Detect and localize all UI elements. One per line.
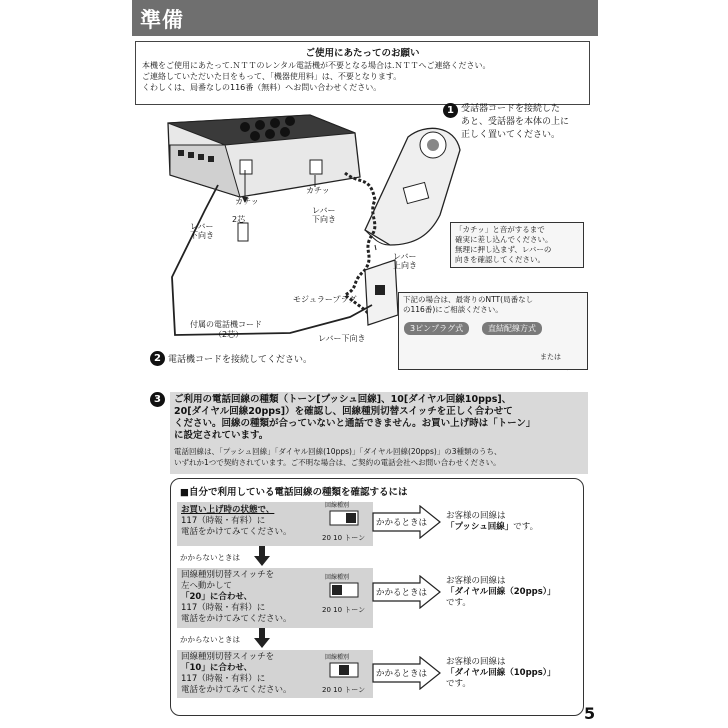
step3-note-line: いずれか1つで契約されています。ご不明な場合は、ご契約の電話会社へお問い合わせください。 bbox=[174, 458, 501, 467]
label-line: 下向き bbox=[190, 231, 214, 240]
label-line: レバー bbox=[190, 222, 214, 231]
result-suffix: です。 bbox=[513, 522, 539, 532]
connect-label: かかるときは bbox=[376, 518, 428, 528]
step3-line: ください。回線の種類が合っていないと通話できません。お買い上げ時は「トーン」 bbox=[174, 418, 536, 429]
switch-label: 回線種別 bbox=[325, 574, 350, 581]
lever-down-mid-label bbox=[312, 206, 336, 224]
notice-line: ご連絡していただいた日をもって、「機器使用料」は、不要となります。 bbox=[142, 72, 402, 81]
result-value: 「ダイヤル回線（10pps）」 bbox=[446, 668, 556, 678]
notice-line: くわしくは、局番なしの116番（無料）へお問い合わせください。 bbox=[142, 83, 382, 92]
page-number: 5 bbox=[584, 704, 596, 723]
step2-text: 電話機コードを接続してください。 bbox=[168, 355, 313, 365]
callout-line: 無理に押し込まず、レバーの bbox=[455, 245, 552, 254]
no-connect-label-2: かからないときは bbox=[180, 635, 240, 644]
callout-line: 下記の場合は、最寄りのNTT(局番なし bbox=[403, 295, 534, 304]
line-switch-tone-icon bbox=[324, 508, 364, 530]
label-line: （2芯） bbox=[214, 330, 244, 339]
modular-plug-label: モジュラープラグ bbox=[293, 295, 357, 304]
label-line: 上向き bbox=[393, 261, 417, 270]
step1-line: あと、受話器を本体の上に bbox=[461, 117, 570, 127]
step1-line: 受話器コードを接続した bbox=[461, 104, 561, 114]
callout-line: 向きを確認してください。 bbox=[455, 255, 545, 264]
or-label: または bbox=[540, 353, 561, 361]
result-line: お客様の回線は bbox=[446, 576, 506, 586]
plug-2core-icon bbox=[238, 223, 248, 241]
page-title: 準備 bbox=[140, 8, 184, 32]
label-line: レバー bbox=[312, 206, 336, 215]
phone-cord-label bbox=[190, 320, 262, 340]
lever-down-left-label bbox=[190, 222, 214, 240]
row-line: 回線種別切替スイッチを bbox=[181, 570, 275, 580]
step1-line: 正しく置いてください。 bbox=[461, 130, 561, 140]
check-row-1-text bbox=[181, 505, 292, 538]
callout-line: 「カチッ」と音がするまで bbox=[455, 225, 545, 234]
row-line: 電話をかけてみてください。 bbox=[181, 527, 292, 537]
switch-label: 回線種別 bbox=[325, 654, 350, 661]
row-line: 「10」に合わせ、 bbox=[181, 663, 253, 673]
step3-line: 20[ダイヤル回線20pps]）を確認し、回線種別切替スイッチを正しく合わせて bbox=[174, 406, 513, 417]
two-core-label: 2芯 bbox=[232, 215, 246, 224]
switch-scale: 20 10 トーン bbox=[322, 606, 366, 614]
switch-scale: 20 10 トーン bbox=[322, 686, 366, 694]
label-line: 下向き bbox=[312, 215, 336, 224]
result-line: お客様の回線は bbox=[446, 511, 506, 521]
switch-scale: 20 10 トーン bbox=[322, 534, 366, 542]
row-line: 117（時報・有料）に bbox=[181, 674, 266, 684]
notice-line: 本機をご使用にあたって.ＮＴＴのレンタル電話機が不要となる場合は.ＮＴＴへご連絡ください。 bbox=[142, 61, 491, 70]
step3-text bbox=[174, 394, 535, 442]
line-check-title: ■自分で利用している電話回線の種類を確認するには bbox=[180, 487, 408, 498]
phone-base-icon bbox=[168, 115, 360, 197]
kachi-label-left: カチッ bbox=[235, 197, 259, 206]
label-line: 付属の電話機コード bbox=[190, 320, 262, 329]
step1-number: 1 bbox=[443, 103, 458, 118]
step3-line: ご利用の電話回線の種類（トーン[プッシュ回線]、10[ダイヤル回線10pps]、 bbox=[174, 394, 512, 405]
step2-number: 2 bbox=[150, 351, 165, 366]
plug-type-3pin-badge: 3ピンプラグ式 bbox=[404, 322, 469, 335]
connect-label: かかるときは bbox=[376, 669, 428, 679]
row-line: お買い上げ時の状態で、 bbox=[181, 505, 275, 515]
switch-label: 回線種別 bbox=[325, 502, 350, 509]
handset-icon bbox=[365, 128, 460, 245]
line-switch-10-icon bbox=[324, 660, 364, 682]
row-line: 「20」に合わせ、 bbox=[181, 592, 253, 602]
lever-down-bottom-label: レバー下向き bbox=[318, 334, 366, 343]
check-row-1-result bbox=[446, 511, 538, 533]
lever-up-label bbox=[393, 252, 417, 270]
connect-label: かかるときは bbox=[376, 588, 428, 598]
row-line: 電話をかけてみてください。 bbox=[181, 685, 292, 695]
row-line: 回線種別切替スイッチを bbox=[181, 652, 275, 662]
result-suffix: です。 bbox=[446, 679, 471, 689]
plug-type-direct-badge: 直結配線方式 bbox=[482, 322, 542, 335]
result-value: 「プッシュ回線」 bbox=[446, 522, 514, 532]
check-row-3-result bbox=[446, 657, 556, 690]
kachi-label-right: カチッ bbox=[306, 186, 330, 195]
step3-line: に設定されています。 bbox=[174, 430, 269, 441]
notice-title: ご使用にあたってのお願い bbox=[305, 48, 420, 59]
step3-note bbox=[174, 446, 502, 468]
phone-cord-icon bbox=[172, 185, 372, 335]
row-line: 左へ動かして bbox=[181, 581, 233, 591]
check-row-2-text bbox=[181, 570, 292, 625]
kachi-callout bbox=[450, 222, 584, 268]
row-line: 117（時報・有料）に bbox=[181, 603, 266, 613]
result-value: 「ダイヤル回線（20pps）」 bbox=[446, 587, 556, 597]
down-arrow-icon bbox=[254, 628, 270, 648]
result-suffix: です。 bbox=[446, 598, 471, 608]
no-connect-label-1: かからないときは bbox=[180, 553, 240, 562]
label-line: レバー bbox=[393, 252, 417, 261]
step3-number: 3 bbox=[150, 392, 165, 407]
row-line: 117（時報・有料）に bbox=[181, 516, 266, 526]
row-line: 電話をかけてみてください。 bbox=[181, 614, 292, 624]
step3-note-line: 電話回線は、「プッシュ回線」「ダイヤル回線(10pps)」「ダイヤル回線(20pps)」の3種類のうち、 bbox=[174, 447, 502, 456]
callout-line: 確実に差し込んでください。 bbox=[455, 235, 553, 244]
down-arrow-icon bbox=[254, 546, 270, 566]
callout-line: の116番)にご相談ください。 bbox=[403, 305, 503, 314]
check-row-3-text bbox=[181, 652, 292, 696]
check-row-2-result bbox=[446, 576, 556, 609]
line-switch-20-icon bbox=[324, 580, 364, 602]
result-line: お客様の回線は bbox=[446, 657, 506, 667]
header-bar bbox=[132, 0, 598, 36]
